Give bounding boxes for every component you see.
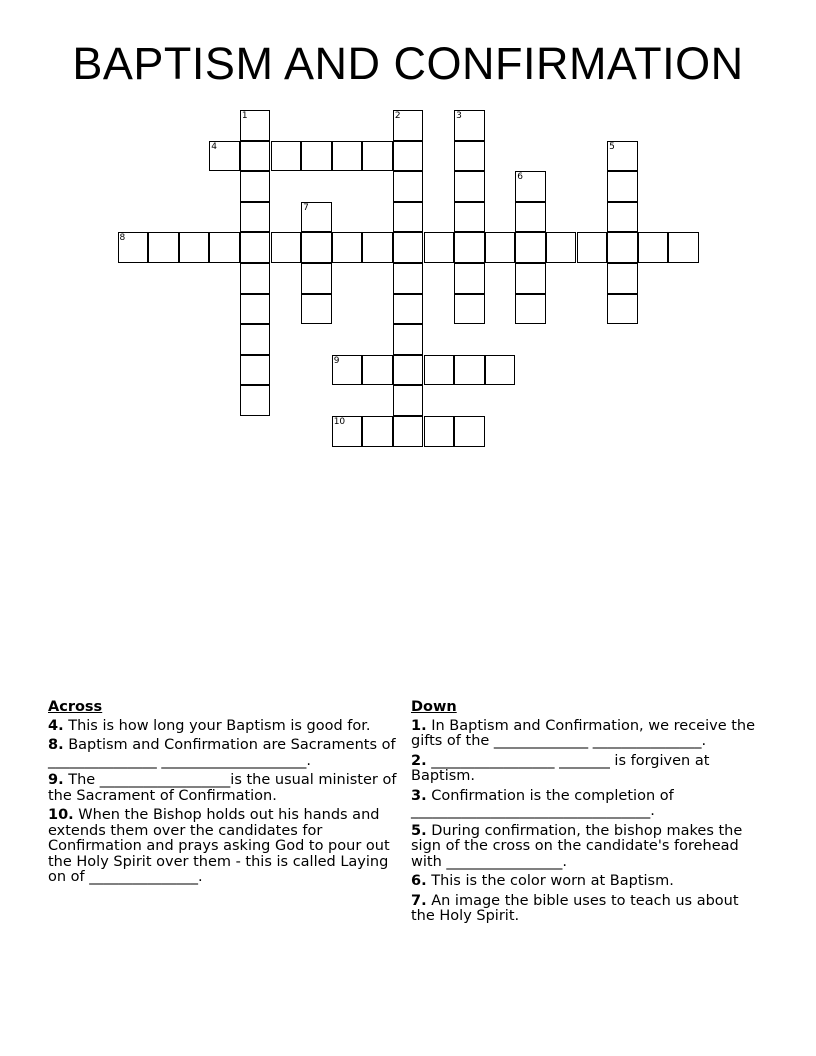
grid-cell[interactable]: [668, 232, 699, 263]
grid-cell[interactable]: [607, 171, 638, 202]
clue-text: Baptism and Confirmation are Sacraments of _______________ ____________________.: [48, 737, 396, 769]
grid-cell[interactable]: [454, 110, 485, 141]
grid-cell[interactable]: [271, 232, 302, 263]
grid-cell[interactable]: [240, 263, 271, 294]
grid-cell[interactable]: [515, 171, 546, 202]
grid-cell[interactable]: [332, 355, 363, 386]
grid-cell[interactable]: [638, 232, 669, 263]
cell-number: 7: [303, 202, 309, 213]
grid-cell[interactable]: [393, 110, 424, 141]
clue-text: During confirmation, the bishop makes the sign of the cross on the candidate's forehead with ________________.: [411, 822, 743, 870]
across-clue-4: [48, 719, 403, 735]
cell-number: 1: [241, 111, 248, 121]
clue-text: _________________ _______ is forgiven at Baptism.: [411, 752, 710, 784]
grid-cell[interactable]: [301, 141, 332, 172]
grid-cell[interactable]: [454, 294, 485, 325]
grid-cell[interactable]: [454, 232, 485, 263]
grid-cell[interactable]: [240, 324, 271, 355]
clue-text: Confirmation is the completion of _________________________________.: [411, 787, 674, 819]
grid-cell[interactable]: [393, 263, 424, 294]
grid-cell[interactable]: [607, 263, 638, 294]
across-clue-9: [48, 773, 403, 804]
grid-cell[interactable]: [454, 263, 485, 294]
grid-cell[interactable]: [393, 385, 424, 416]
clue-number: 5.: [411, 822, 427, 839]
grid-cell[interactable]: [577, 232, 608, 263]
down-clue-7: [411, 894, 761, 925]
down-heading: Down: [411, 699, 457, 715]
grid-cell[interactable]: [393, 324, 424, 355]
grid-cell[interactable]: [332, 141, 363, 172]
grid-cell[interactable]: [607, 141, 638, 172]
down-clue-1: [411, 719, 761, 750]
grid-cell[interactable]: [240, 294, 271, 325]
clue-text: This is the color worn at Baptism.: [431, 873, 674, 889]
grid-cell[interactable]: [240, 110, 271, 141]
cell-number: 9: [333, 355, 340, 366]
grid-cell[interactable]: [607, 232, 638, 263]
clue-number: 2.: [411, 752, 427, 769]
clue-number: 1.: [411, 717, 427, 734]
grid-cell[interactable]: [485, 232, 516, 263]
clue-text: An image the bible uses to teach us about the Holy Spirit.: [411, 892, 739, 924]
grid-cell[interactable]: [301, 202, 332, 233]
clue-number: 6.: [411, 873, 427, 889]
cell-number: 5: [609, 141, 615, 152]
down-clue-3: [411, 789, 761, 820]
grid-cell[interactable]: [209, 232, 240, 263]
grid-cell[interactable]: [393, 171, 424, 202]
cell-number: 8: [119, 233, 126, 244]
down-clue-2: [411, 754, 761, 785]
cell-number: 4: [211, 141, 218, 152]
down-clue-5: [411, 824, 761, 871]
grid-cell[interactable]: [424, 416, 455, 447]
grid-cell[interactable]: [118, 232, 149, 263]
clue-number: 10.: [48, 807, 74, 823]
grid-cell[interactable]: [271, 141, 302, 172]
clue-number: 8.: [48, 737, 64, 753]
clue-text: When the Bishop holds out his hands and extends them over the candidates for Confirmation and prays asking God to pour out the Holy Spirit over them - this is called Laying on of _______________.: [48, 807, 390, 885]
grid-cell[interactable]: [515, 232, 546, 263]
grid-cell[interactable]: [148, 232, 179, 263]
grid-cell[interactable]: [454, 171, 485, 202]
cell-number: 10: [333, 417, 346, 427]
across-clue-8: [48, 738, 403, 769]
grid-cell[interactable]: [393, 202, 424, 233]
grid-cell[interactable]: [301, 232, 332, 263]
grid-cell[interactable]: [240, 355, 271, 386]
down-clue-6: [411, 874, 761, 890]
grid-cell[interactable]: [332, 232, 363, 263]
grid-cell[interactable]: [301, 294, 332, 325]
grid-cell[interactable]: [393, 141, 424, 172]
grid-cell[interactable]: [362, 141, 393, 172]
grid-cell[interactable]: [209, 141, 240, 172]
grid-cell[interactable]: [393, 232, 424, 263]
cell-number: 2: [394, 111, 401, 121]
grid-cell[interactable]: [393, 355, 424, 386]
clue-text: The __________________is the usual minister of the Sacrament of Confirmation.: [48, 772, 397, 804]
puzzle-title: BAPTISM AND CONFIRMATION: [72, 38, 744, 89]
across-heading: Across: [48, 699, 103, 715]
clue-text: In Baptism and Confirmation, we receive the gifts of the _____________ _______________.: [411, 717, 756, 749]
grid-cell[interactable]: [332, 416, 363, 447]
grid-cell[interactable]: [301, 263, 332, 294]
grid-cell[interactable]: [546, 232, 577, 263]
down-clues: [411, 700, 761, 929]
clue-number: 4.: [48, 717, 64, 734]
grid-cell[interactable]: [485, 355, 516, 386]
grid-cell[interactable]: [393, 416, 424, 447]
grid-cell[interactable]: [515, 202, 546, 233]
grid-cell[interactable]: [362, 232, 393, 263]
cell-number: 3: [456, 111, 462, 121]
grid-cell[interactable]: [240, 385, 271, 416]
grid-cell[interactable]: [362, 416, 393, 447]
clue-number: 3.: [411, 787, 427, 804]
grid-cell[interactable]: [454, 141, 485, 172]
grid-cell[interactable]: [515, 263, 546, 294]
grid-cell[interactable]: [515, 294, 546, 325]
grid-cell[interactable]: [240, 232, 271, 263]
grid-cell[interactable]: [454, 355, 485, 386]
clue-number: 7.: [411, 892, 427, 909]
across-clue-10: [48, 808, 403, 886]
clue-text: This is how long your Baptism is good for.: [68, 717, 371, 734]
grid-cell[interactable]: [179, 232, 210, 263]
cell-number: 6: [517, 172, 524, 183]
crossword-grid: [0, 0, 816, 460]
grid-cell[interactable]: [424, 232, 455, 263]
grid-cell[interactable]: [240, 171, 271, 202]
grid-cell[interactable]: [454, 202, 485, 233]
grid-cell[interactable]: [240, 141, 271, 172]
clue-number: 9.: [48, 772, 64, 788]
grid-cell[interactable]: [607, 294, 638, 325]
across-clues: [48, 700, 403, 890]
grid-cell[interactable]: [362, 355, 393, 386]
grid-cell[interactable]: [424, 355, 455, 386]
grid-cell[interactable]: [240, 202, 271, 233]
grid-cell[interactable]: [393, 294, 424, 325]
grid-cell[interactable]: [454, 416, 485, 447]
grid-cell[interactable]: [607, 202, 638, 233]
